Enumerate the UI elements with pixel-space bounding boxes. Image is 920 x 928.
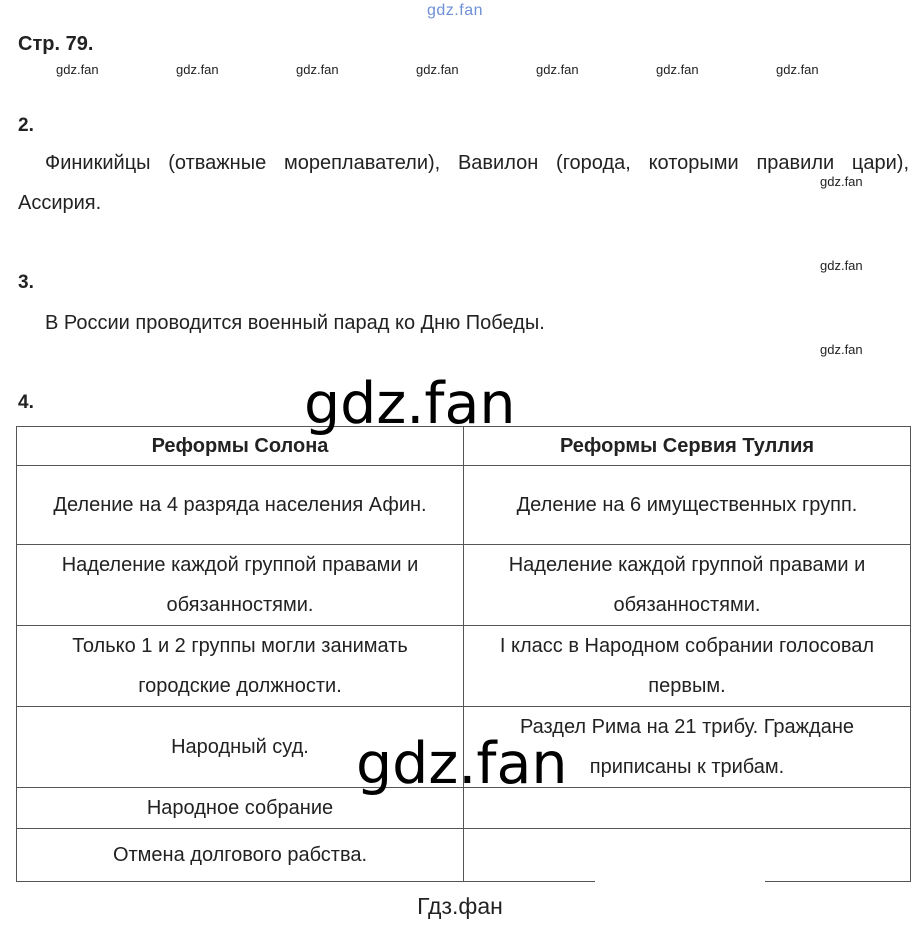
watermark-small: gdz.fan — [536, 62, 579, 77]
table-cell: Деление на 6 имущественных групп. — [464, 466, 911, 545]
border-mask — [595, 868, 765, 890]
watermark-small: gdz.fan — [296, 62, 339, 77]
watermark-small: gdz.fan — [416, 62, 459, 77]
table-row — [17, 466, 911, 545]
header-solon: Реформы Солона — [17, 427, 464, 466]
task-3-text: В России проводится военный парад ко Дню Победы. — [45, 312, 545, 334]
page-title: Стр. 79. — [18, 33, 94, 55]
task-4-number: 4. — [18, 392, 34, 413]
reforms-table — [16, 426, 911, 882]
table-cell: Наделение каждой группой правами и обязанностями. — [17, 545, 464, 626]
watermark-small: gdz.fan — [776, 62, 819, 77]
table-cell: I класс в Народном собрании голосовал первым. — [464, 626, 911, 707]
watermark-small: gdz.fan — [56, 62, 99, 77]
table-cell: Деление на 4 разряда населения Афин. — [17, 466, 464, 545]
watermark-side: gdz.fan — [820, 342, 863, 357]
watermark-side: gdz.fan — [820, 174, 863, 189]
table-cell: Наделение каждой группой правами и обязанностями. — [464, 545, 911, 626]
table-cell: Народный суд. — [17, 707, 464, 788]
table-cell: Отмена долгового рабства. — [17, 829, 464, 882]
watermark-top: gdz.fan — [427, 2, 483, 19]
header-servius: Реформы Сервия Туллия — [464, 427, 911, 466]
footer-watermark: Гдз.фан — [417, 893, 503, 919]
table-row — [17, 829, 911, 882]
table-cell: Только 1 и 2 группы могли занимать городские должности. — [17, 626, 464, 707]
watermark-small: gdz.fan — [176, 62, 219, 77]
task-3-number: 3. — [18, 272, 34, 293]
watermark-side: gdz.fan — [820, 258, 863, 273]
watermark-big: gdz.fan — [356, 731, 568, 797]
task-2-text: Финикийцы (отважные мореплаватели), Вавилон (города, которыми правили цари), Ассирия. — [18, 152, 909, 214]
table-cell: Народное собрание — [17, 788, 464, 829]
table-row — [17, 545, 911, 626]
watermark-big: gdz.fan — [304, 371, 516, 437]
table-cell: Раздел Рима на 21 трибу. Граждане приписаны к трибам. — [464, 707, 911, 788]
table-row — [17, 626, 911, 707]
watermark-small: gdz.fan — [656, 62, 699, 77]
task-2-number: 2. — [18, 115, 34, 136]
